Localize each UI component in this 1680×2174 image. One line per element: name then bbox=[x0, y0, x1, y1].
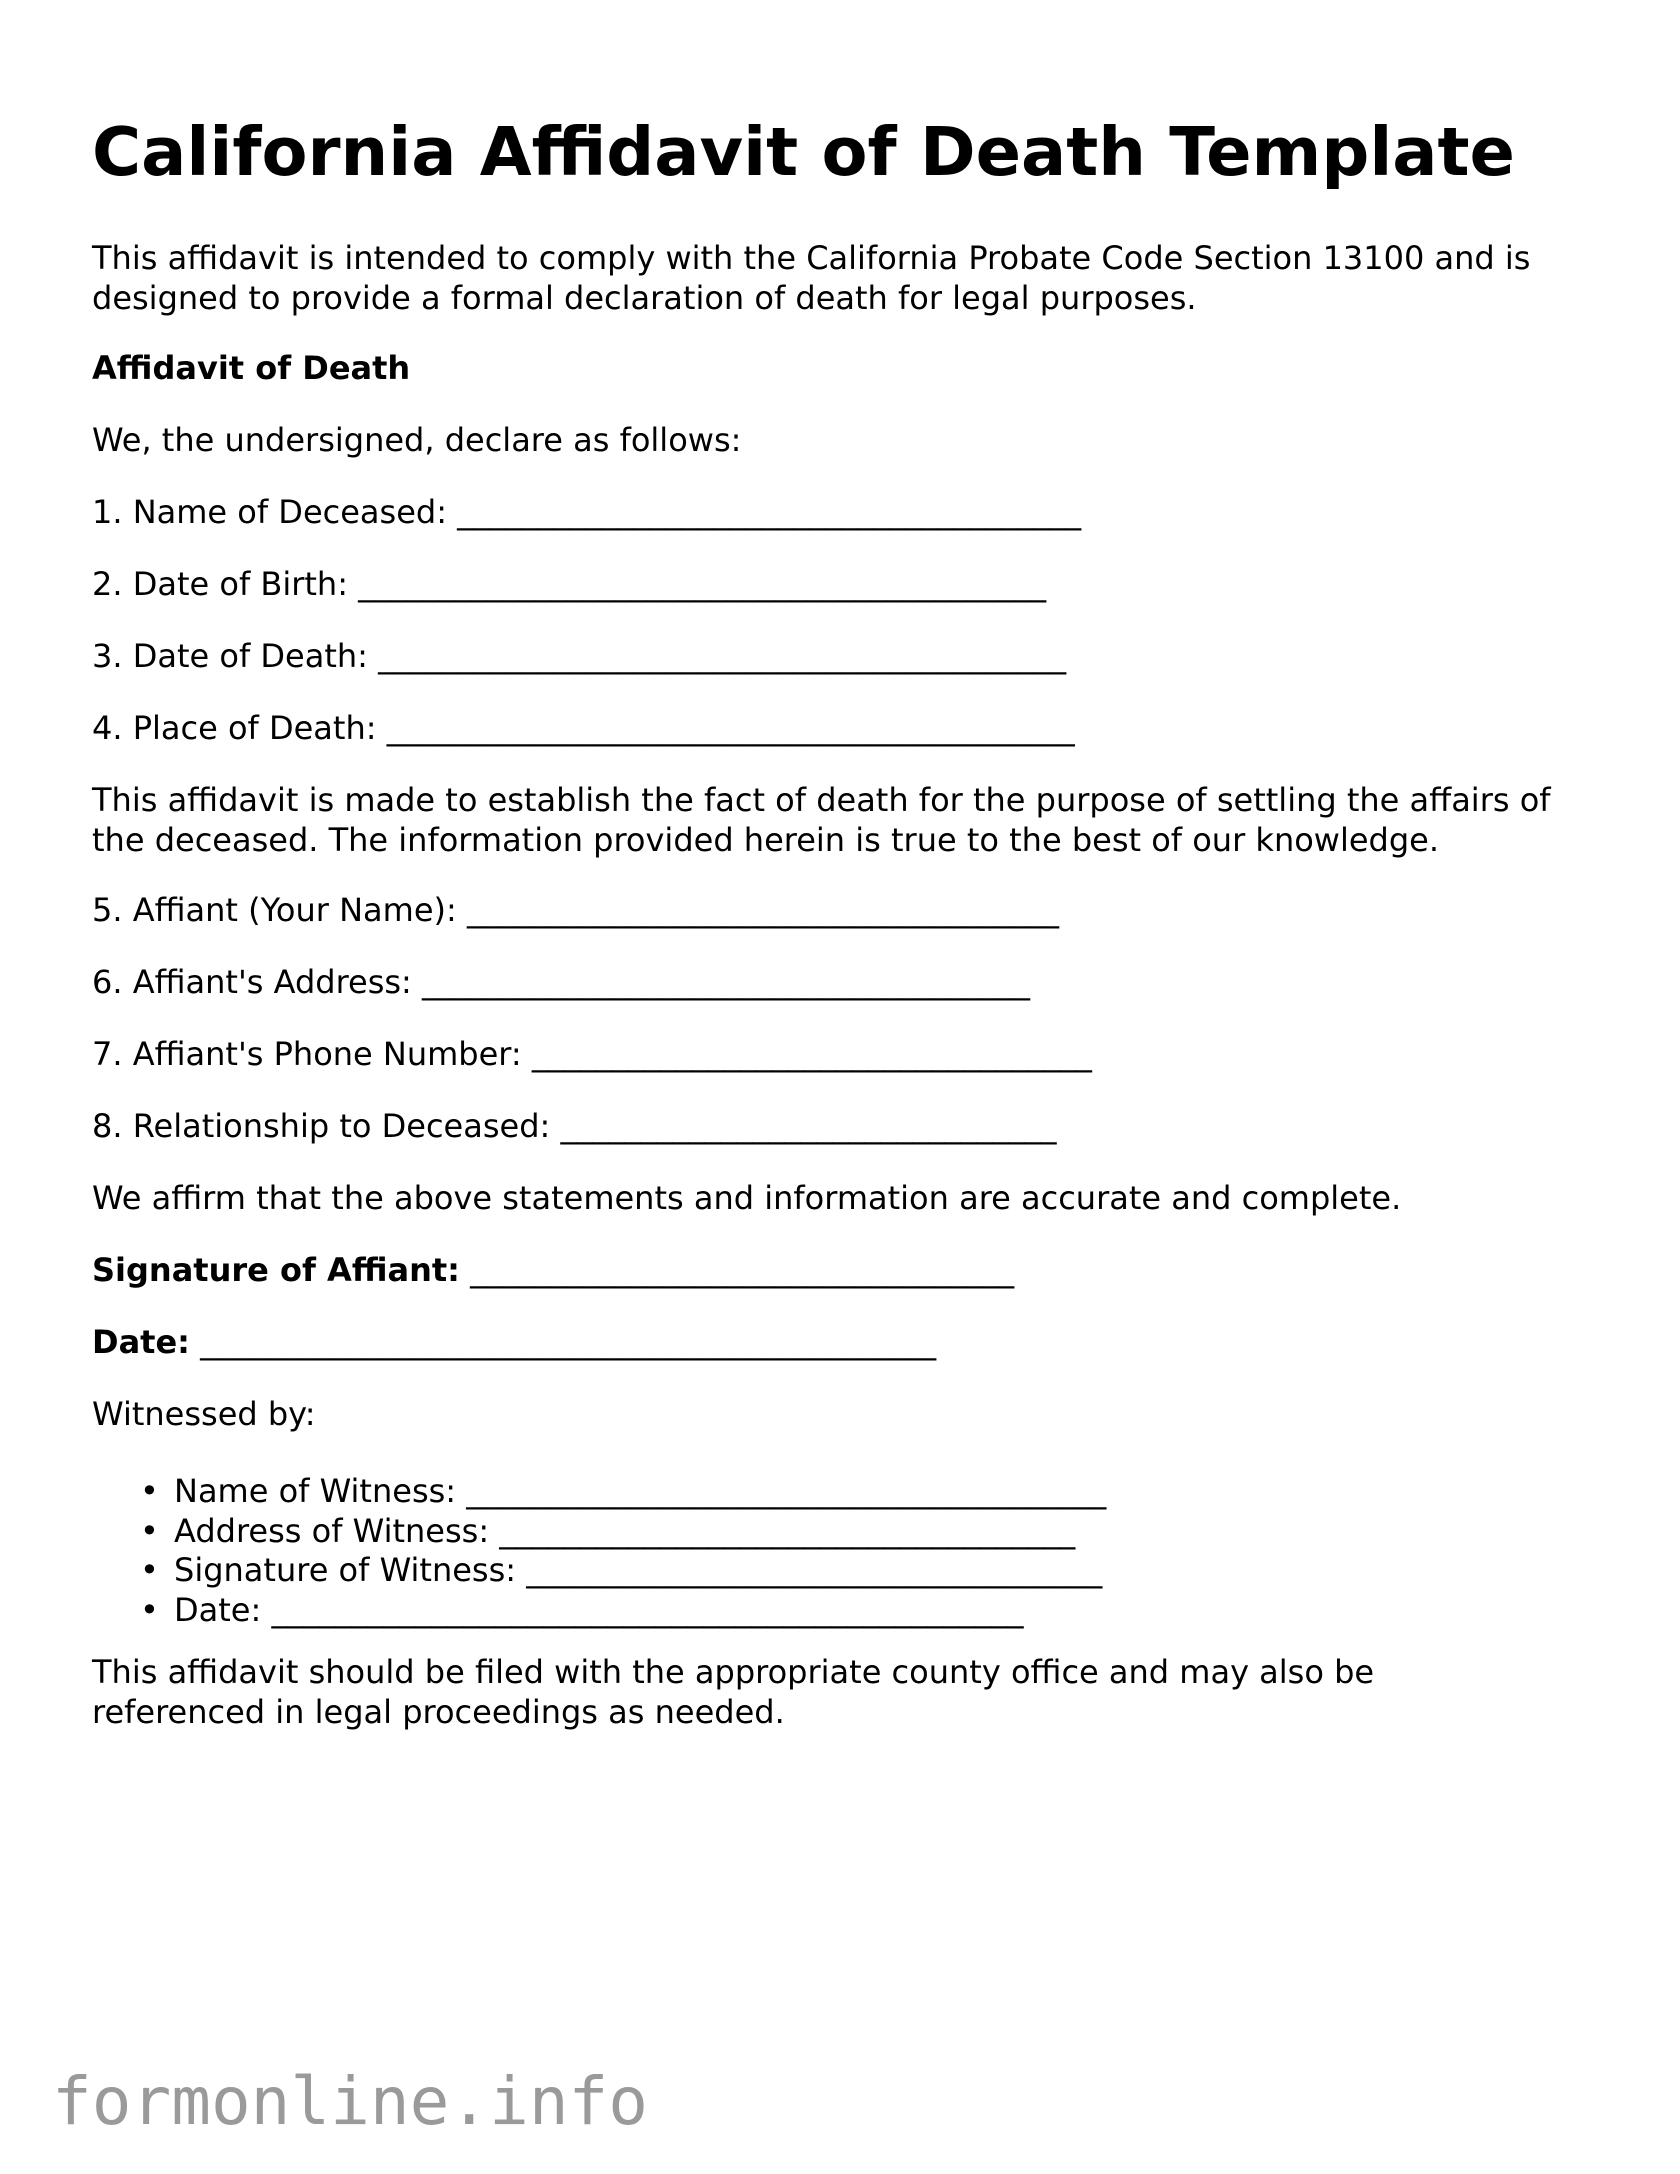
date-blank: ______________________________________________ bbox=[189, 1323, 937, 1361]
signature-field bbox=[92, 1250, 1014, 1290]
intro-line: designed to provide a formal declaration of death for legal purposes. bbox=[92, 279, 1197, 317]
bullet-icon: • bbox=[140, 1590, 159, 1629]
section-heading: Affidavit of Death bbox=[92, 349, 411, 387]
date-field bbox=[92, 1322, 936, 1362]
witness-signature-field: Signature of Witness: ____________________________________ bbox=[174, 1551, 1103, 1589]
bullet-icon: • bbox=[140, 1511, 159, 1550]
intro-paragraph bbox=[92, 238, 1530, 318]
purpose-line: the deceased. The information provided herein is true to the best of our knowledge. bbox=[92, 821, 1440, 859]
filing-note-line: referenced in legal proceedings as needed. bbox=[92, 1693, 785, 1731]
intro-line: This affidavit is intended to comply with the California Probate Code Section 13100 and is bbox=[92, 239, 1531, 277]
field-affiant-name: 5. Affiant (Your Name): _____________________________________ bbox=[92, 891, 1059, 929]
purpose-paragraph bbox=[92, 780, 1551, 860]
affirmation-text: We affirm that the above statements and information are accurate and complete. bbox=[92, 1179, 1402, 1217]
field-place-of-death: 4. Place of Death: ___________________________________________ bbox=[92, 709, 1075, 747]
date-label: Date: bbox=[92, 1323, 190, 1361]
filing-note-paragraph bbox=[92, 1652, 1374, 1732]
list-item bbox=[92, 1512, 1106, 1552]
purpose-line: This affidavit is made to establish the fact of death for the purpose of settling the affairs of bbox=[92, 781, 1551, 819]
witness-list bbox=[92, 1472, 1106, 1630]
watermark: formonline.info bbox=[52, 2063, 649, 2140]
field-name-of-deceased: 1. Name of Deceased: _______________________________________ bbox=[92, 493, 1082, 531]
list-item bbox=[92, 1472, 1106, 1512]
list-item bbox=[92, 1591, 1106, 1631]
declaration-text: We, the undersigned, declare as follows: bbox=[92, 421, 742, 459]
witness-name-field: Name of Witness: ________________________________________ bbox=[174, 1472, 1107, 1510]
bullet-icon: • bbox=[140, 1472, 159, 1510]
witness-address-field: Address of Witness: ____________________________________ bbox=[174, 1511, 1076, 1550]
signature-label: Signature of Affiant: bbox=[92, 1251, 460, 1289]
page-title: California Affidavit of Death Template bbox=[92, 113, 1515, 191]
list-item bbox=[92, 1551, 1106, 1591]
field-affiant-address: 6. Affiant's Address: ______________________________________ bbox=[92, 963, 1030, 1001]
signature-blank: __________________________________ bbox=[459, 1251, 1015, 1289]
field-date-of-birth: 2. Date of Birth: ___________________________________________ bbox=[92, 565, 1047, 603]
bullet-icon: • bbox=[140, 1551, 159, 1589]
witnessed-by-label: Witnessed by: bbox=[92, 1395, 316, 1433]
field-relationship: 8. Relationship to Deceased: _______________________________ bbox=[92, 1107, 1057, 1145]
filing-note-line: This affidavit should be filed with the appropriate county office and may also be bbox=[92, 1653, 1375, 1691]
witness-date-field: Date: _______________________________________________ bbox=[174, 1590, 1024, 1629]
field-date-of-death: 3. Date of Death: ___________________________________________ bbox=[92, 637, 1067, 675]
field-affiant-phone: 7. Affiant's Phone Number: ___________________________________ bbox=[92, 1035, 1092, 1073]
